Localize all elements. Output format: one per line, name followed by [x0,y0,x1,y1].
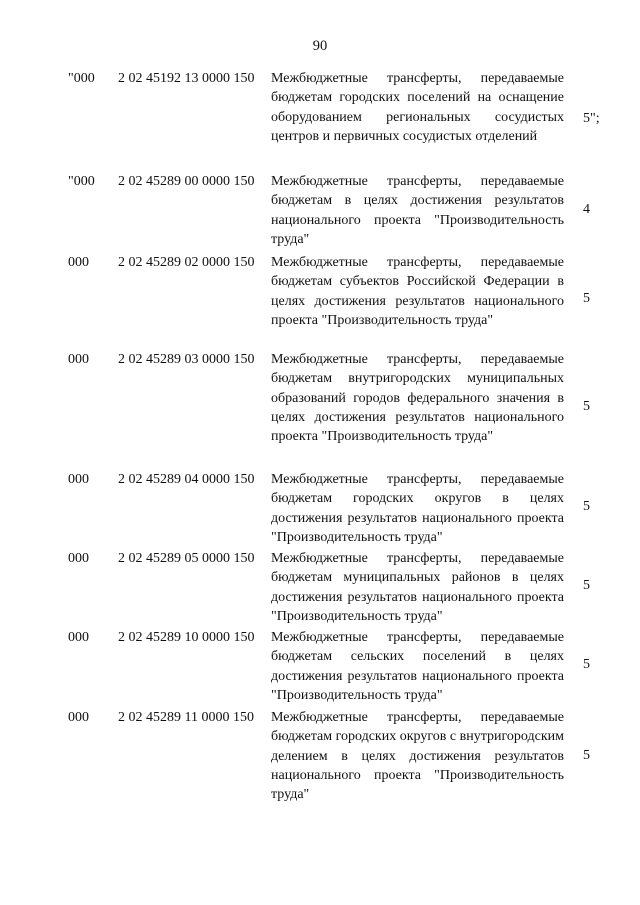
budget-code: 2 02 45289 05 0000 150 [118,551,255,566]
budget-code: 2 02 45289 02 0000 150 [118,255,255,270]
row-prefix: "000 [68,71,95,86]
row-number: 5 [583,578,590,593]
row-description: Межбюджетные трансферты, передаваемые бюджетам городских округов в целях достижения результатов национального проекта "Производительность труда" [271,472,564,545]
row-number: 5 [583,291,590,306]
budget-code: 2 02 45289 10 0000 150 [118,630,255,645]
budget-code: 2 02 45289 11 0000 150 [118,710,254,725]
row-number: 5 [583,499,590,514]
row-prefix: 000 [68,472,89,487]
row-prefix: 000 [68,551,89,566]
row-description: Межбюджетные трансферты, передаваемые бюджетам субъектов Российской Федерации в целях достижения результатов национального проекта "Производительность труда" [271,255,564,328]
row-prefix: "000 [68,174,95,189]
row-number: 5 [583,748,590,763]
row-description: Межбюджетные трансферты, передаваемые бюджетам городских округов с внутригородским делением в целях достижения результатов национального проекта "Производительность труда" [271,710,564,803]
row-number: 4 [583,202,590,217]
row-number: 5 [583,399,590,414]
budget-code: 2 02 45289 04 0000 150 [118,472,255,487]
budget-code: 2 02 45192 13 0000 150 [118,71,255,86]
row-prefix: 000 [68,710,89,725]
row-description: Межбюджетные трансферты, передаваемые бюджетам городских поселений на оснащение оборудованием региональных сосудистых центров и первичных сосудистых отделений [271,71,564,144]
row-description: Межбюджетные трансферты, передаваемые бюджетам муниципальных районов в целях достижения результатов национального проекта "Производительность труда" [271,551,564,624]
row-description: Межбюджетные трансферты, передаваемые бюджетам внутригородских муниципальных образований городов федерального значения в целях достижения результатов национального проекта "Производительность труда" [271,352,564,445]
budget-code: 2 02 45289 03 0000 150 [118,352,255,367]
row-prefix: 000 [68,352,89,367]
budget-code: 2 02 45289 00 0000 150 [118,174,255,189]
row-number: 5 [583,657,590,672]
row-number: 5"; [583,111,600,126]
row-description: Межбюджетные трансферты, передаваемые бюджетам в целях достижения результатов национального проекта "Производительность труда" [271,174,564,247]
page-number: 90 [312,38,328,54]
row-prefix: 000 [68,630,89,645]
row-prefix: 000 [68,255,89,270]
row-description: Межбюджетные трансферты, передаваемые бюджетам сельских поселений в целях достижения результатов национального проекта "Производительность труда" [271,630,564,703]
